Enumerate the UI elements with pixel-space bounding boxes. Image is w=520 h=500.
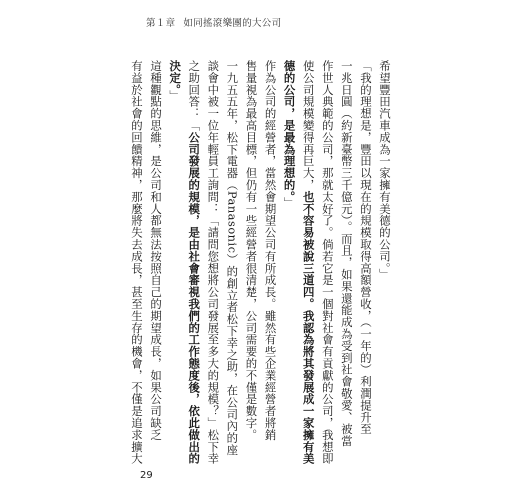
chapter-label: 第１章 [146, 18, 176, 29]
text-column [149, 60, 163, 460]
text-run: 」 [168, 90, 183, 102]
text-column [130, 60, 144, 465]
text-run: 這種觀點的思維，是公司和人都無法按照自己的期望成長，如果公司缺乏 [149, 60, 164, 441]
text-run: 談會中被一位年輕員工詢問：「請問您想將公司發展至多大的規模？」松下幸 [206, 60, 221, 465]
text-column [206, 60, 221, 465]
text-run: 使公司規模變得再巨大， [301, 60, 316, 191]
running-header [146, 15, 281, 29]
text-column [320, 60, 335, 465]
bold-text-run: 德的公司，是最為理想的。 [282, 60, 297, 198]
bold-text-run: 也不容易被說三道四。我認為將其發展成一家擁有美 [301, 190, 316, 465]
text-column [301, 60, 316, 465]
text-column [244, 60, 258, 460]
text-run: 希望豐田汽車成為一家擁有美德的公司。」 [378, 60, 392, 281]
text-run: 一兆日圓（約新臺幣三千億元）。而且，如果還能成為受到社會敬愛、被當 [339, 60, 354, 447]
text-column [359, 60, 373, 460]
text-run: 「我的理想是，豐田以現在的規模取得高額營收，（一年的）利潤提升至 [358, 60, 373, 436]
text-column [283, 60, 297, 460]
bold-text-run: 決定。 [168, 60, 183, 90]
page-number: 29 [140, 470, 153, 481]
text-run: 作為公司的經營者，當然會期望公司有所成長。雖然有些企業經營者將銷 [263, 60, 278, 441]
body-text [130, 60, 392, 465]
text-run: 之助回答：「 [187, 60, 202, 132]
text-run: 作世人典範的公司，那就太好了。倘若它是一個對社會有貢獻的公司，我想即 [320, 60, 335, 465]
text-column [168, 60, 182, 460]
text-run: 售量視為最高目標，但仍有一些經營者很清楚，公司需要的不僅是數字。 [244, 60, 259, 441]
text-column [225, 60, 239, 460]
text-run: 一九五五年，松下電器（Panasonic）的創立者松下幸之助，在公司內的座 [225, 60, 240, 456]
text-run: 有益於社會的回饋精神，那麼將失去成長，甚至生存的機會，不僅是追求擴大 [130, 60, 144, 465]
bold-text-run: 公司發展的規模，是由社會審視我們的工作態度後，依此做出的 [187, 131, 202, 465]
chapter-title: 如同搖滾樂團的大公司 [183, 18, 282, 29]
text-column [340, 60, 354, 460]
text-column [264, 60, 278, 460]
text-run: 」 [282, 197, 297, 210]
text-column [187, 60, 202, 465]
text-column [378, 60, 392, 460]
